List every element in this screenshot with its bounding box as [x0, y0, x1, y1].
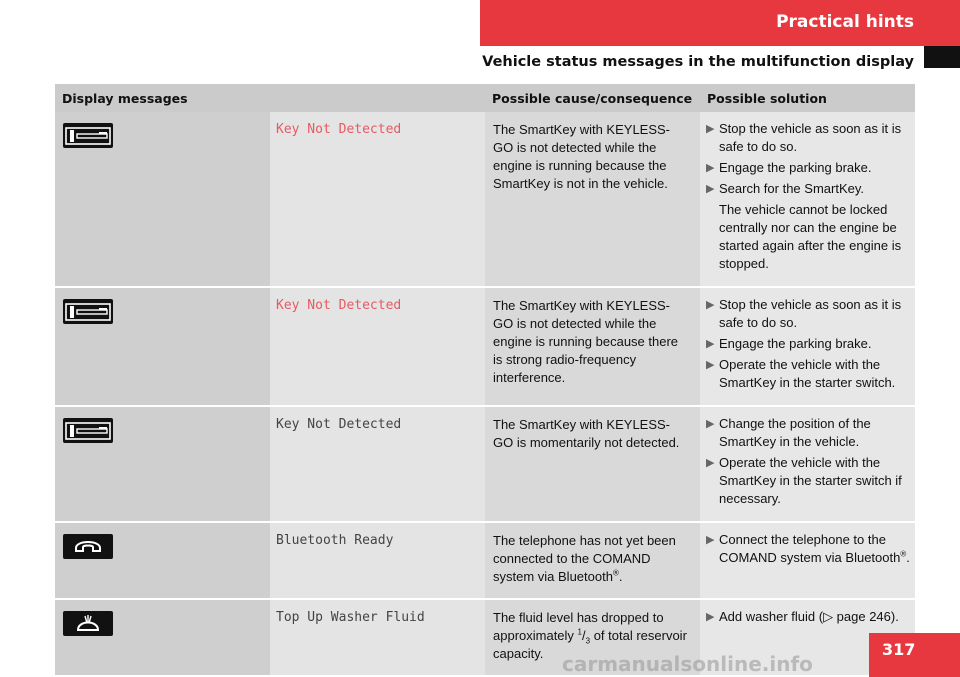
display-message: Key Not Detected	[276, 298, 402, 313]
step-arrow-icon: ▶	[706, 418, 715, 430]
display-message: Bluetooth Ready	[276, 533, 394, 548]
page-subtitle: Vehicle status messages in the multifunction display	[482, 54, 914, 70]
key-icon	[63, 418, 113, 443]
solution-step: ▶ Search for the SmartKey.	[706, 181, 864, 196]
solution-step: ▶ Change the position of the SmartKey in the vehicle.	[706, 416, 871, 449]
washer-fluid-icon	[63, 611, 113, 636]
status-messages-table	[55, 84, 915, 677]
step-arrow-icon: ▶	[706, 457, 715, 469]
message-cell	[270, 287, 485, 406]
cause-text: The SmartKey with KEYLESS-GO is not detected while the engine is running because there is strong radio-frequency interference.	[493, 298, 679, 385]
step-arrow-icon: ▶	[706, 299, 715, 311]
watermark: carmanualsonline.info	[562, 652, 813, 676]
cause-text: The SmartKey with KEYLESS-GO is momentarily not detected.	[493, 417, 680, 450]
column-header-display-messages: Display messages	[55, 84, 485, 112]
cause-cell	[485, 522, 700, 599]
thumb-index-marker	[924, 46, 960, 68]
table-header-row	[55, 84, 915, 112]
solution-step: ▶ Operate the vehicle with the SmartKey in the starter switch if necessary.	[706, 455, 902, 506]
solution-step: ▶ Stop the vehicle as soon as it is safe to do so.	[706, 121, 902, 154]
table-row	[55, 406, 915, 522]
cause-text: The fluid level has dropped to approximately $^1/_3$ of total reservoir capacity.	[493, 610, 687, 661]
message-cell	[270, 406, 485, 522]
section-tab	[480, 0, 960, 46]
step-arrow-icon: ▶	[706, 534, 715, 546]
column-header-solution: Possible solution	[700, 84, 915, 112]
table-row	[55, 522, 915, 599]
step-arrow-icon: ▶	[706, 359, 715, 371]
step-arrow-icon: ▶	[706, 611, 715, 623]
table-row	[55, 287, 915, 406]
column-header-cause: Possible cause/consequence	[485, 84, 700, 112]
solution-note: The vehicle cannot be locked centrally nor can the engine be started again after the engine is stopped.	[719, 202, 902, 271]
step-arrow-icon: ▶	[706, 123, 715, 135]
solution-step: ▶ Stop the vehicle as soon as it is safe to do so.	[706, 297, 902, 330]
solution-step: ▶ Engage the parking brake.	[706, 336, 872, 351]
solution-cell	[700, 522, 915, 599]
cause-cell	[485, 112, 700, 287]
key-icon	[63, 123, 113, 148]
icon-cell	[55, 599, 270, 676]
page-reference-icon: ▷	[823, 609, 834, 624]
phone-icon	[63, 534, 113, 559]
message-cell	[270, 522, 485, 599]
solution-cell	[700, 406, 915, 522]
message-cell	[270, 599, 485, 676]
solution-step: ▶ Add washer fluid (▷ page 246).	[706, 609, 899, 624]
cause-cell	[485, 406, 700, 522]
page-number: 317	[869, 633, 960, 677]
message-cell	[270, 112, 485, 287]
solution-step: ▶ Connect the telephone to the COMAND system via Bluetooth®.	[706, 532, 910, 565]
cause-text: The SmartKey with KEYLESS-GO is not detected while the engine is running because the SmartKey is not in the vehicle.	[493, 122, 671, 191]
step-arrow-icon: ▶	[706, 183, 715, 195]
icon-cell	[55, 406, 270, 522]
step-arrow-icon: ▶	[706, 162, 715, 174]
key-icon	[63, 299, 113, 324]
table-row	[55, 112, 915, 287]
solution-cell	[700, 112, 915, 287]
solution-step: ▶ Engage the parking brake.	[706, 160, 872, 175]
step-arrow-icon: ▶	[706, 338, 715, 350]
cause-cell	[485, 287, 700, 406]
display-message: Top Up Washer Fluid	[276, 610, 425, 625]
display-message: Key Not Detected	[276, 417, 402, 432]
cause-text: The telephone has not yet been connected to the COMAND system via Bluetooth®.	[493, 533, 676, 584]
solution-cell	[700, 287, 915, 406]
section-title: Practical hints	[776, 12, 914, 32]
icon-cell	[55, 112, 270, 287]
display-message: Key Not Detected	[276, 122, 402, 137]
icon-cell	[55, 522, 270, 599]
icon-cell	[55, 287, 270, 406]
solution-step: ▶ Operate the vehicle with the SmartKey in the starter switch.	[706, 357, 896, 390]
